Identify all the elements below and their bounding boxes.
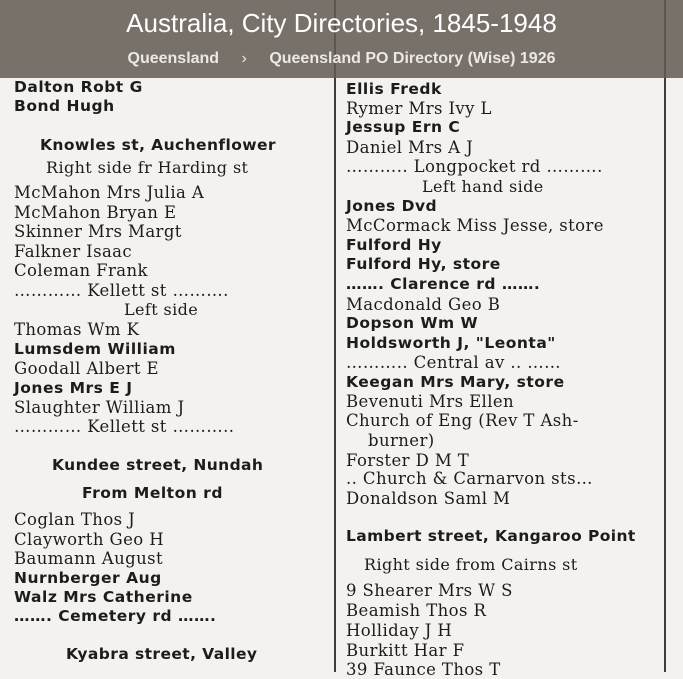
left-entry: Goodall Albert E [14, 359, 159, 378]
mid-entry: Rymer Mrs Ivy L [346, 99, 492, 118]
mid-entry: Holliday J H [346, 621, 453, 640]
mid-entry: Forster D M T [346, 451, 470, 470]
left-entry: Coleman Frank [14, 261, 148, 280]
mid-entry: Donaldson Saml M [346, 489, 511, 508]
mid-entry: Holdsworth J, "Leonta" [346, 334, 556, 352]
mid-entry: 39 Faunce Thos T [346, 660, 501, 679]
collection-banner [0, 0, 683, 78]
mid-entry: burner) [368, 431, 435, 450]
left-entry: Kyabra street, Valley [66, 645, 258, 663]
left-entry: Jones Mrs E J [14, 379, 133, 397]
left-entry: Coglan Thos J [14, 510, 136, 529]
left-entry: Kundee street, Nundah [52, 456, 264, 474]
breadcrumb-directory[interactable]: Queensland PO Directory (Wise) 1926 [269, 50, 556, 67]
mid-entry: .. Church & Carnarvon sts… [346, 469, 593, 488]
mid-entry: 9 Shearer Mrs W S [346, 581, 513, 600]
mid-entry: Burkitt Har F [346, 641, 465, 660]
left-entry: ………… Kellett st ………. [14, 281, 229, 300]
mid-entry: ……….. Longpocket rd ………. [346, 157, 603, 176]
mid-entry: Dopson Wm W [346, 314, 479, 332]
mid-entry: Bevenuti Mrs Ellen [346, 392, 515, 411]
mid-entry: Jones Dvd [346, 197, 438, 215]
mid-entry: Lambert street, Kangaroo Point [346, 527, 636, 545]
left-entry: Knowles st, Auchenflower [40, 136, 276, 154]
left-entry: McMahon Bryan E [14, 203, 177, 222]
left-entry: Nurnberger Aug [14, 569, 162, 587]
left-entry: Falkner Isaac [14, 242, 133, 261]
collection-title: Australia, City Directories, 1845-1948 [126, 8, 557, 38]
left-entry: Walz Mrs Catherine [14, 588, 193, 606]
left-entry: ……. Cemetery rd ……. [14, 607, 217, 625]
mid-entry: Daniel Mrs A J [346, 138, 474, 157]
mid-entry: Right side from Cairns st [364, 555, 578, 574]
left-entry: ………… Kellett st ……….. [14, 417, 235, 436]
left-entry: From Melton rd [82, 484, 223, 502]
mid-entry: Keegan Mrs Mary, store [346, 373, 565, 391]
left-entry: Slaughter William J [14, 398, 185, 417]
column-rule [334, 0, 336, 672]
left-entry: McMahon Mrs Julia A [14, 183, 205, 202]
left-entry: Bond Hugh [14, 97, 115, 115]
mid-entry: Beamish Thos R [346, 601, 487, 620]
left-entry: Left side [124, 300, 199, 319]
left-entry: Clayworth Geo H [14, 530, 165, 549]
column-rule [664, 0, 666, 672]
left-entry: Thomas Wm K [14, 320, 140, 339]
mid-entry: Ellis Fredk [346, 80, 442, 98]
mid-entry: ……. Clarence rd ……. [346, 275, 541, 293]
breadcrumb-separator: › [241, 50, 247, 67]
mid-entry: McCormack Miss Jesse, store [346, 216, 604, 235]
mid-entry: Left hand side [422, 177, 544, 196]
left-entry: Right side fr Harding st [46, 158, 249, 177]
mid-entry: Church of Eng (Rev T Ash- [346, 411, 579, 430]
mid-entry: Fulford Hy, store [346, 255, 501, 273]
mid-entry: ……….. Central av .. …… [346, 353, 562, 372]
left-entry: Skinner Mrs Margt [14, 222, 182, 241]
breadcrumb [0, 50, 683, 68]
left-entry: Dalton Robt G [14, 78, 143, 96]
left-entry: Lumsdem William [14, 340, 176, 358]
mid-entry: Fulford Hy [346, 236, 442, 254]
mid-entry: Macdonald Geo B [346, 295, 501, 314]
mid-entry: Jessup Ern C [346, 118, 461, 136]
left-entry: Baumann August [14, 549, 164, 568]
breadcrumb-state[interactable]: Queensland [127, 50, 220, 67]
